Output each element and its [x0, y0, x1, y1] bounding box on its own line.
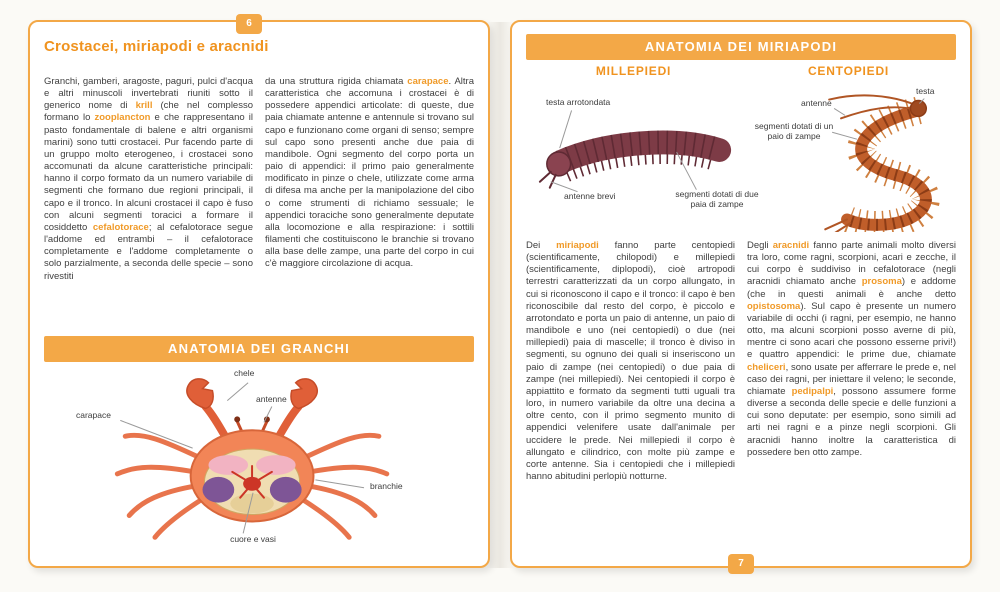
heading-millepiedi: MILLEPIEDI	[595, 64, 672, 78]
page-number-left: 6	[236, 14, 262, 34]
intro-column-2: da una struttura rigida chiamata carapace. Altra caratteristica che accomuna i crostacei è di possedere appendici articolate: di queste, due paia chiamate antenne e antennule si trovano sul capo e funzionano come organi di senso; sempre sul capo sono presenti anche due paia di mandibole. Ogni segmento del corpo porta un paio di appendici: il primo paio generalmente modificato in pinze o chele, utilizzate come arma di difesa ma anche per la manipolazione del cibo o come strumenti di richiamo sessuale; le appendici toraciche sono generalmente deputate alla locomozione e alla respirazione: i sottili filamenti che costituiscono le branchie si trovano alla base delle zampe, una parte del corpo in cui c'è maggiore circolazione di acqua.	[265, 76, 474, 270]
label-antenne-centopiedi: antenne	[801, 98, 832, 108]
label-segmenti-due-paia: segmenti dotati di due paia di zampe	[675, 189, 759, 210]
label-antenne-brevi: antenne brevi	[564, 191, 616, 201]
page-right	[510, 20, 972, 568]
label-cuore-e-vasi: cuore e vasi	[230, 534, 276, 544]
section-banner-granchi: ANATOMIA DEI GRANCHI	[44, 336, 474, 362]
text-column-miriapodi: Dei miriapodi fanno parte centopiedi (scientificamente, chilopodi) e millepiedi (scientificamente, diplopodi), cioè artropodi terrestri caratterizzati da un corpo allungato, in cui si riconoscono il capo e il tronco: il capo è ben riconoscibile dal resto del corpo, è piccolo e arrotondato e porta un paio di antenne, un paio di mandibole e uno (nei centopiedi) o due (nei millepiedi) paia di mascelle; il tronco è diviso in segmenti, su ognuno dei quali si inseriscono un paio di zampe (nei centopiedi) o due paia di zampe (nei millepiedi). Nei centopiedi il corpo è appiattito e formato da segmenti tutti uguali tra loro, in numero variabile da oltre una decina a oltre cento, con il primo segmento munito di appendici velenifere usate dall'animale per uccidere le prede. Nei millepiedi il corpo è allungato e cilindrico, con molte più zampe e corte antenne. Sia i centopiedi che i millepiedi hanno abitudini perlopiù notturne.	[526, 240, 735, 482]
page-number-right: 7	[728, 554, 754, 574]
page-left	[28, 20, 490, 568]
figure-headings	[526, 64, 956, 78]
label-chele: chele	[234, 368, 255, 378]
heading-centopiedi: CENTOPIEDI	[807, 64, 890, 78]
crab-figure	[44, 366, 474, 558]
intro-text	[44, 76, 474, 334]
label-branchie: branchie	[370, 481, 403, 491]
section-banner-miriapodi: ANATOMIA DEI MIRIAPODI	[526, 34, 956, 60]
text-column-aracnidi: Degli aracnidi fanno parte animali molto diversi tra loro, come ragni, scorpioni, acari e zecche, il cui corpo è suddiviso in cefalotorace (negli aracnidi chiamato anche prosoma) e addome (che in questi animali è anche detto opistosoma). Sul capo è presente un numero variabile di occhi (i ragni, per esempio, ne hanno otto, ma alcuni scorpioni posso averne di più, mentre ci sono acari che possono esserne privi!) e quattro appendici: le prime due, chiamate cheliceri, sono usate per afferrare le prede e, nel caso dei ragni, per iniettare il veleno; le seconde, chiamate pedipalpi, possono assumere forme diverse a seconda delle specie e delle funzioni a cui sono deputate: per esempio, sono simili ad arti nei ragni e a pinze negli scorpioni. Gli aracnidi hanno inoltre la caratteristica di possedere ben otto zampe.	[747, 240, 956, 458]
label-antenne: antenne	[256, 394, 287, 404]
miriapodi-text	[526, 240, 956, 560]
page-title: Crostacei, miriapodi e aracnidi	[44, 38, 269, 55]
label-segmenti-un-paio: segmenti dotati di un paio di zampe	[754, 121, 834, 142]
intro-column-1: Granchi, gamberi, aragoste, paguri, pulci d'acqua e altri minuscoli invertebrati riuniti sotto il generico nome di krill (che nel complesso formano lo zooplancton e che rappresentano il pasto fondamentale di balene e altri organismi marini) sono tutti crostacei. Pur facendo parte di un gruppo molto eterogeneo, i crostacei sono accomunati da alcune caratteristiche principali: hanno il corpo formato da un numero variabile di segmenti che formano due regioni principali, il capo e il tronco. In alcuni crostacei il capo è fuso con alcuni segmenti toracici a formare il cosiddetto cefalotorace; al cefalotorace segue l'addome ed entrambi – il cefalotorace completamente e l'addome completamente o solo parzialmente, a seconda delle specie – sono rivestiti	[44, 76, 254, 282]
label-carapace: carapace	[76, 410, 111, 420]
miriapodi-figure	[526, 82, 956, 232]
label-testa-centopiedi: testa	[916, 86, 935, 96]
label-testa-arrotondata: testa arrotondata	[546, 97, 611, 107]
